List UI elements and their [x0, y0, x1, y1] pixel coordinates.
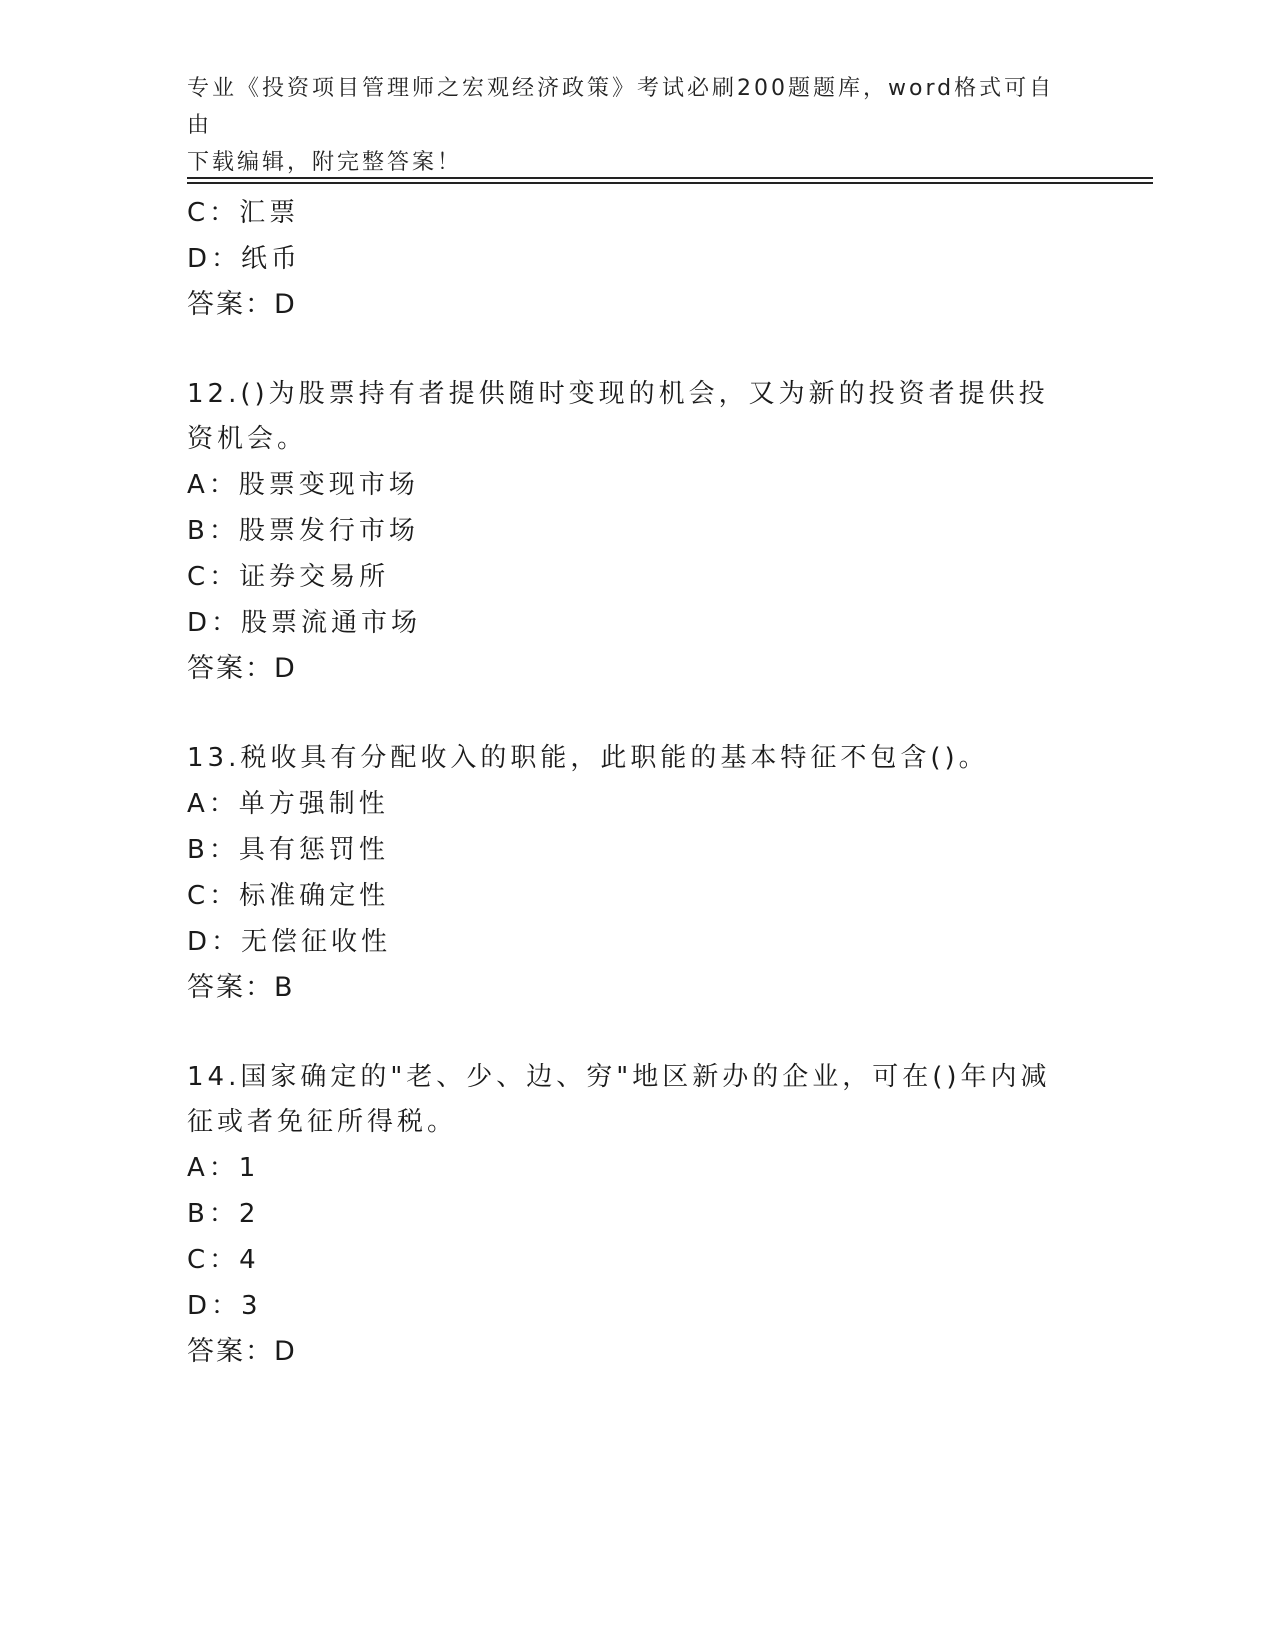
header-line-2: 下载编辑，附完整答案！ [187, 150, 463, 175]
header-line-1: 专业《投资项目管理师之宏观经济政策》考试必刷200题题库，word格式可自由 [187, 76, 1055, 138]
header-divider-bottom [187, 182, 1153, 184]
question-12 [187, 372, 1067, 692]
option-a: A：单方强制性 [187, 789, 389, 819]
option-b: B：股票发行市场 [187, 516, 419, 546]
option-a: A：股票变现市场 [187, 470, 419, 500]
answer-line: 答案：D [187, 289, 297, 320]
question-14 [187, 1055, 1067, 1375]
answer-line: 答案：B [187, 972, 295, 1003]
answer-line: 答案：D [187, 653, 297, 684]
option-c: C：汇票 [187, 198, 300, 228]
question-list [187, 190, 1067, 1375]
spacer [187, 692, 1067, 736]
header-divider-top [187, 177, 1153, 179]
option-b: B：具有惩罚性 [187, 835, 389, 865]
option-d: D：无偿征收性 [187, 927, 392, 957]
option-d: D：3 [187, 1291, 262, 1321]
question-11-continued [187, 190, 1067, 328]
question-stem: 13.税收具有分配收入的职能，此职能的基本特征不包含()。 [187, 743, 989, 773]
question-stem: 12.()为股票持有者提供随时变现的机会，又为新的投资者提供投资机会。 [187, 379, 1049, 454]
option-d: D：纸币 [187, 244, 302, 274]
spacer [187, 1011, 1067, 1055]
option-a: A：1 [187, 1153, 260, 1183]
option-c: C：标准确定性 [187, 881, 390, 911]
option-d: D：股票流通市场 [187, 608, 422, 638]
spacer [187, 328, 1067, 372]
question-stem: 14.国家确定的"老、少、边、穷"地区新办的企业，可在()年内减征或者免征所得税。 [187, 1062, 1051, 1137]
document-header [187, 70, 1067, 181]
answer-line: 答案：D [187, 1336, 297, 1367]
option-c: C：4 [187, 1245, 260, 1275]
option-c: C：证券交易所 [187, 562, 390, 592]
option-b: B：2 [187, 1199, 260, 1229]
question-13 [187, 736, 1067, 1011]
